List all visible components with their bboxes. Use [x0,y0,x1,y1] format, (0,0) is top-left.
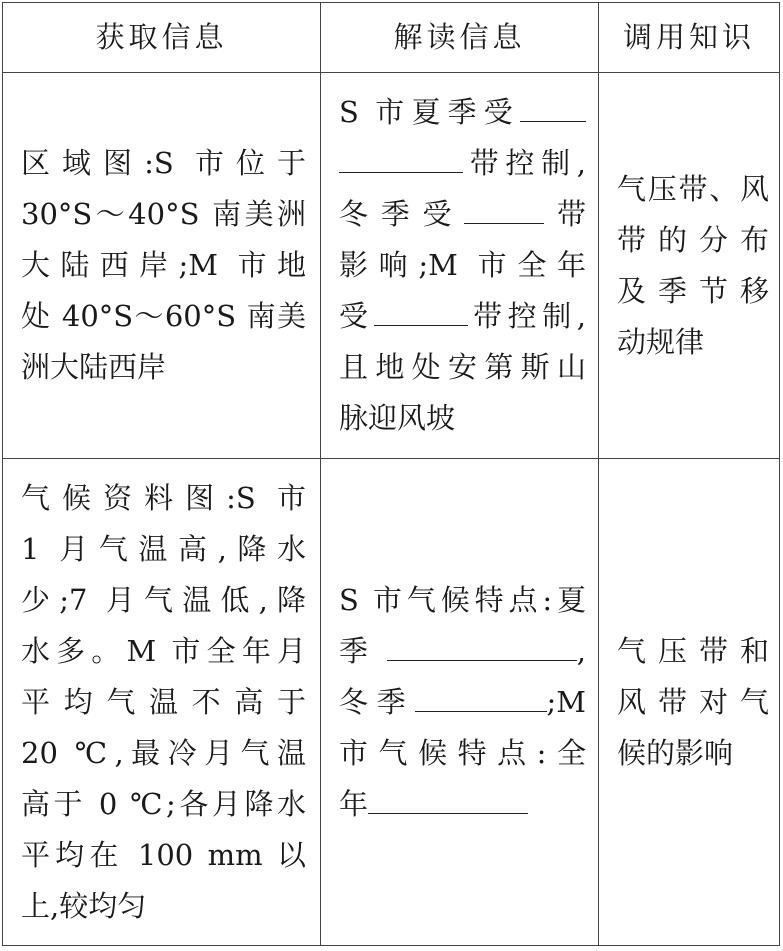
row1-read-text: 且地处安第斯山 [339,350,586,384]
row2-know-line: 气压带和 [617,633,769,668]
row2-read-text: 季 [339,633,387,668]
row2-read-text: 冬季 [339,684,415,719]
row1-know-line: 动规律 [617,324,705,359]
row1-know-line: 带的分布 [617,222,769,257]
row2-get-line: 1 月气温高,降水 [21,531,306,566]
row2-know-line: 风带对气 [617,684,769,719]
header-knowledge: 调用知识 [599,3,780,73]
table-row [3,73,780,459]
table-row [3,459,780,946]
row1-read-text: S 市夏季受 [339,95,520,129]
row1-get-info-cell [3,73,321,459]
row1-read-text: 带控制, [467,299,586,333]
fill-blank[interactable] [464,195,544,224]
row1-get-line: 30°S～40°S 南美洲 [21,197,306,231]
row1-know-line: 气压带、风 [617,171,769,206]
row2-get-info-cell [3,459,321,946]
fill-blank[interactable] [520,93,586,122]
header-row [3,3,780,73]
row2-knowledge-cell [599,459,780,946]
row1-knowledge-cell [599,73,780,459]
row1-read-text: 冬季受 [339,197,465,231]
row1-read-text: 脉迎风坡 [339,401,456,435]
header-get-info: 获取信息 [3,3,321,73]
fill-blank[interactable] [387,632,577,661]
row2-know-line: 候的影响 [617,735,734,770]
fill-blank[interactable] [415,683,547,712]
row1-read-text: 带 [544,197,586,231]
row2-read-text: 年 [339,786,369,821]
row1-get-line: 洲大陆西岸 [21,350,167,384]
fill-blank[interactable] [339,144,463,173]
row2-get-line: 少;7 月气温低,降 [21,582,306,617]
fill-blank[interactable] [374,297,468,326]
row2-read-text: 市气候特点:全 [339,735,586,770]
info-table [2,2,780,946]
row1-read-text: 影响;M 市全年 [339,248,586,282]
row2-get-line: 平均在 100 mm 以 [21,837,306,872]
fill-blank[interactable] [368,785,528,814]
row2-read-info-cell [321,459,599,946]
row2-get-line: 平均气温不高于 [21,684,306,719]
row1-get-line: 区域图:S 市位于 [21,146,306,180]
row1-read-text: 带控制, [463,146,586,180]
row1-read-text: 受 [339,299,374,333]
row2-get-line: 气候资料图:S 市 [21,480,306,515]
row1-get-line: 处 40°S～60°S 南美 [21,299,306,333]
row2-get-line: 高于 0 ℃;各月降水 [21,786,306,821]
row1-know-line: 及季节移 [617,273,769,308]
row2-read-text: , [576,633,586,668]
row2-read-text: ;M [546,684,586,719]
row2-get-line: 20 ℃,最冷月气温 [21,735,306,770]
row2-get-line: 上,较均匀 [21,888,147,923]
row1-read-info-cell [321,73,599,459]
row2-get-line: 水多。M 市全年月 [21,633,306,668]
row2-read-text: S 市气候特点:夏 [339,582,586,617]
row1-get-line: 大陆西岸;M 市地 [21,248,306,282]
header-read-info: 解读信息 [321,3,599,73]
